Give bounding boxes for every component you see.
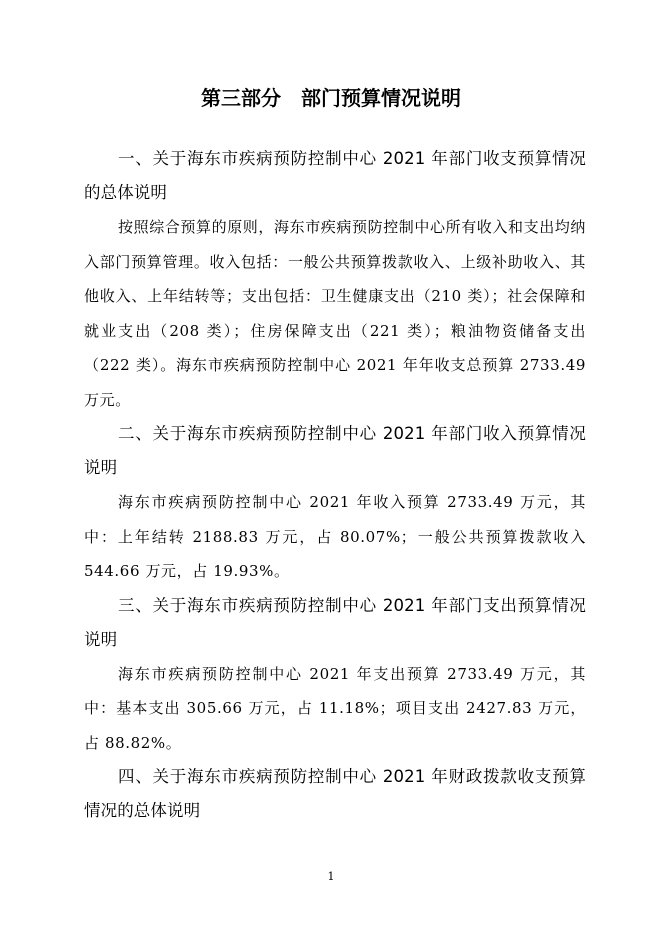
section-heading-4: 四、关于海东市疾病预防控制中心 2021 年财政拨款收支预算情况的总体说明 [84, 767, 586, 820]
section-heading-3: 三、关于海东市疾病预防控制中心 2021 年部门支出预算情况说明 [84, 595, 586, 649]
section-heading-1: 一、关于海东市疾病预防控制中心 2021 年部门收支预算情况的总体说明 [84, 149, 586, 202]
page-number: 1 [327, 870, 335, 883]
section-paragraph-2: 海东市疾病预防控制中心 2021 年收入预算 2733.49 万元，其中：上年结转 2188.83 万元，占 80.07%；一般公共预算拨款收入 544.66 万元，占 19.93%。 [84, 493, 586, 580]
page-title: 第三部分 部门预算情况说明 [201, 86, 461, 110]
document-body [84, 142, 586, 828]
section-paragraph-1: 按照综合预算的原则，海东市疾病预防控制中心所有收入和支出均纳入部门预算管理。收入包括：一般公共预算拨款收入、上级补助收入、其他收入、上年结转等；支出包括：卫生健康支出（210 类）；社会保障和就业支出（208 类）；住房保障支出（221 类）；粮油物资储备支出（222 类）。海东市疾病预防控制中心 2021 年年收支总预算 2733.49 万元。 [84, 218, 587, 409]
section-heading-2: 二、关于海东市疾病预防控制中心 2021 年部门收入预算情况说明 [84, 424, 586, 477]
section-paragraph-3: 海东市疾病预防控制中心 2021 年支出预算 2733.49 万元，其中：基本支出 305.66 万元，占 11.18%；项目支出 2427.83 万元，占 88.82%。 [84, 664, 586, 752]
